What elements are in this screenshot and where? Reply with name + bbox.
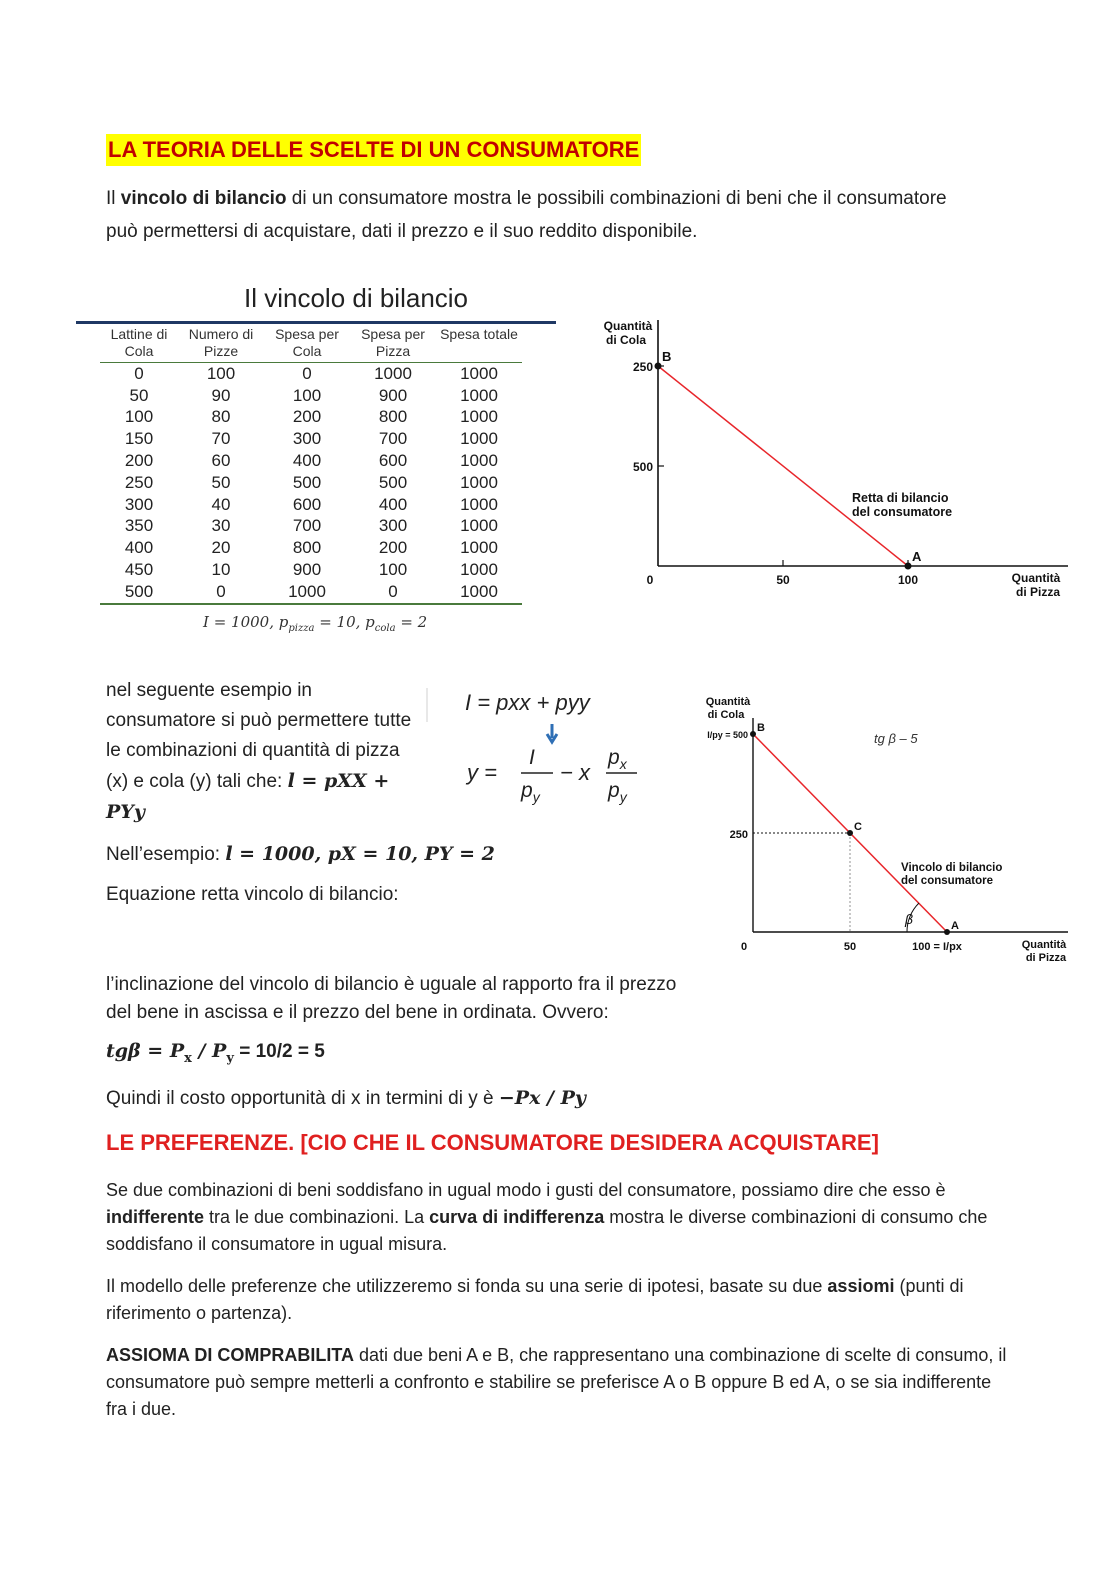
- table-cell: 200: [124, 451, 154, 471]
- table-cell: 500: [292, 472, 322, 492]
- intro-paragraph: [106, 182, 966, 248]
- column-header-line-2: Cola: [124, 343, 154, 359]
- pref-p1-e: mostra le diverse combinazioni di consumo che soddisfano il consumatore in ugual misura.: [106, 1207, 988, 1254]
- table-cell: 200: [378, 538, 408, 558]
- column-header: Spesa per Cola: [275, 326, 339, 359]
- table-cell: 100: [206, 363, 236, 383]
- example-formula: l = pXX + PYy: [106, 770, 390, 823]
- table-row: [100, 537, 522, 559]
- table-row: [100, 450, 522, 472]
- table-cell: 250: [124, 472, 154, 492]
- table-cell: 70: [211, 429, 231, 449]
- equation-2-y: y =: [467, 760, 497, 785]
- pref-p3-b: dati due beni A e B, che rappresentano una combinazione di scelte di consumo, il consumatore può sempre metterli a confronto e stabilire se preferisce A o B oppure B ed A, o se sia indifferente fra i due.: [106, 1345, 1007, 1419]
- intro-text-before: Il: [106, 188, 121, 209]
- equation-1: I = pxx + pyy: [465, 690, 590, 715]
- formula-part-3: = 2: [395, 613, 428, 631]
- preferences-paragraph-2: [106, 1273, 1016, 1327]
- x-axis-label: di Pizza: [1025, 952, 1067, 964]
- table-cell: 1000: [460, 516, 498, 536]
- point-label: A: [912, 549, 922, 564]
- table-cell: 50: [211, 472, 231, 492]
- equation-2-minus: − x: [560, 760, 590, 785]
- tg-sub-x: x: [184, 1050, 192, 1066]
- table-cell: 1000: [460, 363, 498, 383]
- pref-p2-c: (punti di riferimento o partenza).: [106, 1276, 964, 1323]
- angle-label: β: [905, 911, 913, 927]
- table-cell: 1000: [374, 363, 412, 383]
- table-row: [100, 407, 522, 429]
- equation-2-den: $p_y$: [521, 779, 540, 805]
- formula-sub-cola: cola: [374, 623, 396, 634]
- table-cell: 1000: [460, 385, 498, 405]
- table-cell: 100: [292, 385, 322, 405]
- table-cell: 50: [129, 385, 149, 405]
- y-tick-label: I/py = 500: [707, 730, 748, 740]
- y-tick-label: 250: [632, 360, 653, 374]
- point-marker: [847, 830, 853, 836]
- pref-p2-bold: assiomi: [827, 1276, 895, 1296]
- point-marker: [655, 363, 662, 370]
- pref-p3-bold: ASSIOMA DI COMPRABILITA: [106, 1345, 354, 1365]
- table-top-rule: [76, 321, 556, 324]
- table-header-row: [100, 326, 522, 363]
- pref-p1-bold-1: indifferente: [106, 1207, 205, 1227]
- table-cell: 0: [216, 581, 226, 601]
- example-values-formula: l = 1000, pX = 10, PY = 2: [225, 843, 495, 865]
- point-marker: [750, 731, 756, 737]
- budget-line: [658, 366, 908, 566]
- table-cell: 1000: [460, 407, 498, 427]
- table-row: [100, 472, 522, 494]
- intro-text-after: di un consumatore mostra le possibili combinazioni di beni che il consumatore può permettersi di acquistare, dati il prezzo e il suo reddito disponibile.: [106, 188, 947, 242]
- line-annotation: Retta di bilancio: [852, 491, 949, 505]
- table-cell: 1000: [460, 560, 498, 580]
- table-cell: 200: [292, 407, 322, 427]
- tg-mid: / P: [191, 1040, 227, 1062]
- y-axis-label: di Cola: [707, 709, 745, 721]
- table-cell: 350: [124, 516, 154, 536]
- slope-paragraph: l’inclinazione del vincolo di bilancio è uguale al rapporto fra il prezzo del bene in ascissa e il prezzo del bene in ordinata. Ovvero:: [106, 974, 677, 1023]
- table-cell: 900: [292, 560, 322, 580]
- line-annotation: del consumatore: [852, 505, 953, 519]
- point-marker: [905, 563, 912, 570]
- column-header: Lattine di Cola: [110, 326, 168, 359]
- column-header: Spesa totale: [440, 326, 518, 342]
- table-cell: 1000: [460, 538, 498, 558]
- slope-label: tg β – 5: [874, 731, 918, 746]
- table-body: [100, 363, 522, 604]
- x-axis-label: Quantità: [1021, 939, 1067, 951]
- column-header-line-2: Pizze: [203, 343, 239, 359]
- table-cell: 80: [211, 407, 231, 427]
- equation-2-num: I: [529, 746, 535, 769]
- table-cell: 900: [378, 385, 408, 405]
- table-cell: 700: [378, 429, 408, 449]
- tg-lhs: tgβ = P: [106, 1040, 185, 1062]
- table-cell: 600: [378, 451, 408, 471]
- table-cell: 1000: [460, 581, 498, 601]
- table-cell: 1000: [460, 472, 498, 492]
- x-axis-label: Quantità: [1011, 571, 1061, 585]
- table-row: [100, 559, 522, 581]
- y-axis-label: Quantità: [705, 696, 751, 708]
- line-annotation: del consumatore: [901, 875, 994, 887]
- pref-p1-bold-2: curva di indifferenza: [429, 1207, 605, 1227]
- equation-label: Equazione retta vincolo di bilancio:: [106, 884, 399, 905]
- point-label: B: [662, 349, 672, 364]
- x-tick-label: 0: [740, 941, 748, 953]
- table-cell: 700: [292, 516, 322, 536]
- table-cell: 1000: [460, 494, 498, 514]
- y-axis-label: di Cola: [605, 333, 647, 347]
- point-label: C: [854, 821, 862, 833]
- point-label: A: [951, 920, 959, 932]
- budget-line-chart: [590, 310, 1090, 610]
- page-title: LA TEORIA DELLE SCELTE DI UN CONSUMATORE: [106, 134, 641, 166]
- column-header: Spesa per Pizza: [361, 326, 425, 359]
- budget-slope-chart: [680, 688, 1080, 968]
- table-cell: 0: [302, 363, 312, 383]
- intro-term: vincolo di bilancio: [120, 188, 287, 209]
- table-row: [100, 428, 522, 450]
- preferences-paragraph-3: [106, 1342, 1016, 1423]
- table-cell: 600: [292, 494, 322, 514]
- table-cell: 40: [211, 494, 231, 514]
- table-row: [100, 494, 522, 516]
- equation-2-num2: $p_x$: [608, 746, 627, 772]
- table-cell: 800: [292, 538, 322, 558]
- table-cell: 30: [211, 516, 231, 536]
- table-cell: 300: [124, 494, 154, 514]
- tangent-formula: [106, 1040, 325, 1066]
- y-axis-label: Quantità: [603, 319, 653, 333]
- example-values-label: Nell’esempio:: [106, 844, 226, 865]
- point-label: B: [757, 722, 765, 734]
- table-cell: 1000: [460, 429, 498, 449]
- table-cell: 100: [124, 407, 154, 427]
- table-cell: 0: [134, 363, 144, 383]
- pref-p2-a: Il modello delle preferenze che utilizzeremo si fonda su una serie di ipotesi, basate su due: [106, 1276, 828, 1296]
- table-title: Il vincolo di bilancio: [244, 283, 469, 313]
- table-row: [100, 363, 522, 385]
- table-cell: 100: [378, 560, 408, 580]
- table-cell: 400: [378, 494, 408, 514]
- example-text: nel seguente esempio in consumatore si può permettere tutte le combinazioni di quantità di pizza (x) e cola (y) tali che:: [106, 680, 412, 792]
- example-values: [106, 840, 495, 869]
- formula-sub-pizza: pizza: [288, 623, 315, 634]
- table-cell: 10: [211, 560, 231, 580]
- budget-equations: [425, 680, 665, 810]
- formula-part-1: I = 1000, p: [203, 613, 289, 631]
- opportunity-cost-text: Quindi il costo opportunità di x in termini di y è: [106, 1088, 499, 1109]
- budget-table: [100, 326, 522, 605]
- x-tick-label: 0: [646, 573, 654, 587]
- opportunity-cost-formula: −Px / Py: [498, 1087, 586, 1109]
- x-tick-label: 50: [843, 941, 857, 953]
- preferences-heading: LE PREFERENZE. [CIO CHE IL CONSUMATORE DESIDERA ACQUISTARE]: [106, 1130, 879, 1155]
- y-tick-label: 250: [729, 829, 748, 841]
- column-header-line-2: Pizza: [375, 343, 411, 359]
- table-cell: 400: [292, 451, 322, 471]
- x-tick-label: 50: [776, 573, 790, 587]
- table-row: [100, 581, 522, 604]
- x-tick-label: 100: [897, 573, 919, 587]
- table-cell: 300: [292, 429, 322, 449]
- table-cell: 400: [124, 538, 154, 558]
- table-cell: 60: [211, 451, 231, 471]
- table-cell: 1000: [288, 581, 326, 601]
- table-cell: 450: [124, 560, 154, 580]
- example-paragraph: [106, 676, 426, 828]
- table-header: [100, 326, 522, 363]
- formula-part-2: = 10, p: [314, 613, 375, 631]
- pref-p1-c: tra le due combinazioni. La: [204, 1207, 430, 1227]
- tg-rhs: = 10/2 = 5: [233, 1041, 325, 1062]
- table-cell: 300: [378, 516, 408, 536]
- x-tick-label: 100 = I/px: [912, 941, 962, 953]
- preferences-paragraph-1: [106, 1177, 1016, 1258]
- table-cell: 500: [124, 581, 154, 601]
- arrow-down-icon: [547, 724, 557, 742]
- point-marker: [944, 929, 950, 935]
- y-tick-label: 500: [632, 460, 653, 474]
- table-cell: 150: [124, 429, 154, 449]
- tg-sub-y: y: [226, 1050, 234, 1066]
- table-cell: 800: [378, 407, 408, 427]
- table-cell: 500: [378, 472, 408, 492]
- column-header: Numero di Pizze: [188, 326, 254, 359]
- table-cell: 90: [211, 385, 231, 405]
- x-axis-label: di Pizza: [1015, 585, 1061, 599]
- table-row: [100, 516, 522, 538]
- table-row: [100, 385, 522, 407]
- table-cell: 1000: [460, 451, 498, 471]
- table-cell: 20: [211, 538, 231, 558]
- table-formula: [203, 613, 427, 634]
- column-header-line-2: Cola: [292, 343, 322, 359]
- table-cell: 0: [388, 581, 398, 601]
- line-annotation: Vincolo di bilancio: [901, 862, 1003, 874]
- pref-p1-a: Se due combinazioni di beni soddisfano in ugual modo i gusti del consumatore, possiamo dire che esso è: [106, 1180, 946, 1200]
- opportunity-cost: [106, 1084, 586, 1113]
- equation-2-den2: $p_y$: [608, 779, 627, 805]
